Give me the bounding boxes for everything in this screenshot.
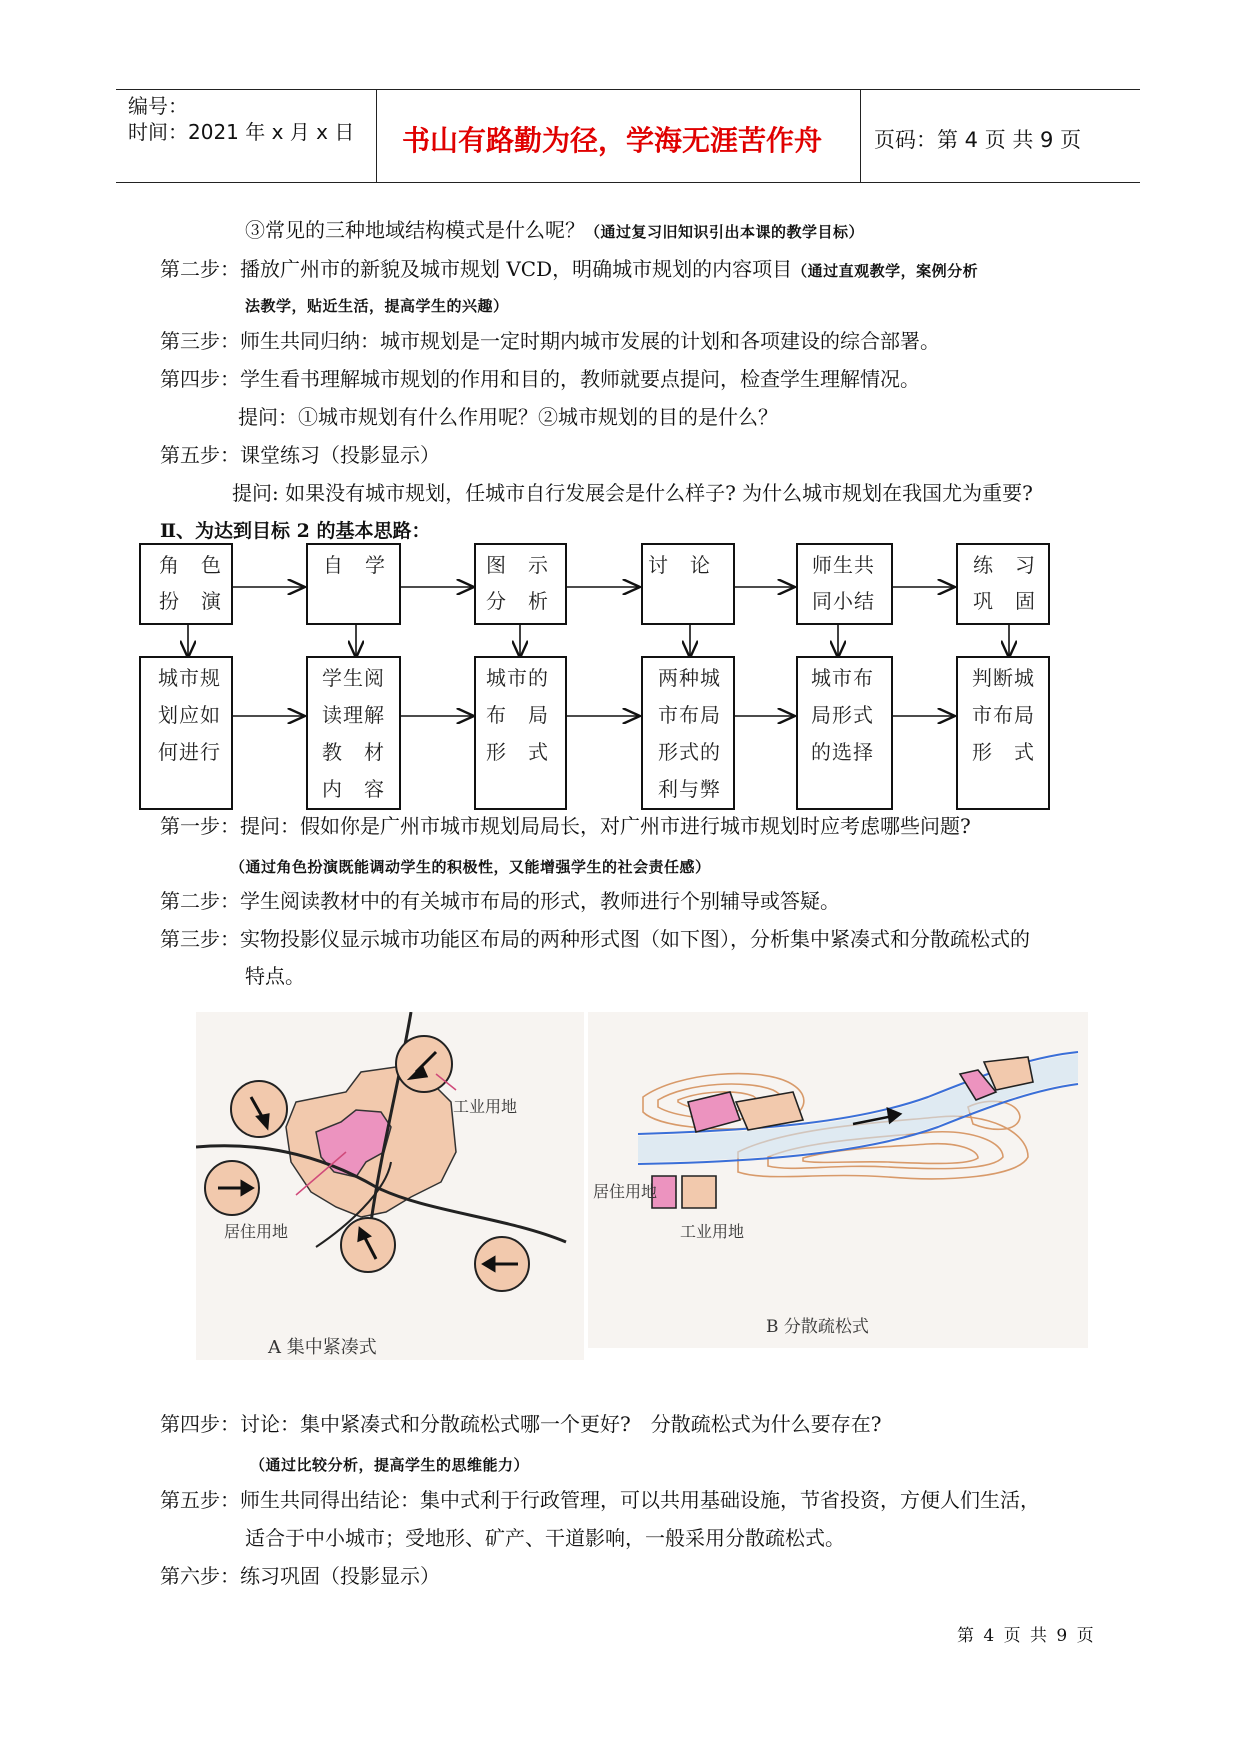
flow-box-top xyxy=(474,543,567,625)
body-line: 第三步：师生共同归纳：城市规划是一定时期内城市发展的计划和各项建设的综合部署。 xyxy=(160,329,940,353)
step-line xyxy=(230,851,711,881)
flow-box-text: 城市布 xyxy=(811,666,874,690)
step-line: 第六步：练习巩固（投影显示） xyxy=(160,1564,440,1588)
flow-box-text: 两种城 xyxy=(658,666,721,690)
step-line: 第二步：学生阅读教材中的有关城市布局的形式，教师进行个别辅导或答疑。 xyxy=(160,889,840,913)
flow-box-text: 市布局 xyxy=(972,703,1035,727)
flow-box-text: 判断城 xyxy=(972,666,1035,690)
flow-box-text: 形 式 xyxy=(972,740,1035,764)
flow-box-top xyxy=(306,543,401,625)
teaching-note: 法教学，贴近生活，提高学生的兴趣） xyxy=(245,297,509,315)
number-label: 编号： xyxy=(128,94,188,118)
flow-box-text: 自 学 xyxy=(323,553,386,577)
flow-box-top xyxy=(641,543,735,625)
flow-box-top xyxy=(139,543,233,625)
label-residential: 居住用地 xyxy=(224,1222,289,1241)
flow-box-bottom xyxy=(474,656,567,810)
flow-box-text: 布 局 xyxy=(486,703,549,727)
body-line: 提问: 如果没有城市规划，任城市自行发展会是什么样子? 为什么城市规划在我国尤为重要? xyxy=(232,481,1033,505)
flow-box-text: 师生共 xyxy=(812,553,875,577)
teaching-note: （通过直观教学，案例分析 xyxy=(792,262,979,280)
question-text: ③常见的三种地域结构模式是什么呢？ xyxy=(245,218,585,242)
step-line: 第五步：师生共同得出结论：集中式利于行政管理，可以共用基础设施，节省投资，方便人们生活， xyxy=(160,1488,1040,1512)
step-text: 第二步：播放广州市的新貌及城市规划 VCD，明确城市规划的内容项目 xyxy=(160,257,793,281)
flow-box-text: 局形式 xyxy=(811,703,874,727)
flow-box-text: 利与弊 xyxy=(658,777,721,801)
flow-box-bottom xyxy=(306,656,401,810)
page-footer: 第 4 页 共 9 页 xyxy=(957,1626,1096,1646)
flow-box-text: 分 析 xyxy=(486,589,549,613)
flow-box-text: 市布局 xyxy=(658,703,721,727)
flow-box-text: 讨 论 xyxy=(648,553,711,577)
flow-box-text: 学生阅 xyxy=(322,666,385,690)
flow-box-top xyxy=(956,543,1050,625)
flow-box-bottom xyxy=(139,656,233,810)
flow-box-bottom xyxy=(641,656,735,810)
flow-box-text: 图 示 xyxy=(486,553,549,577)
flow-box-bottom xyxy=(796,656,893,810)
flow-box-text: 教 材 xyxy=(322,740,385,764)
flow-box-top xyxy=(796,543,893,625)
caption-compact: A 集中紧凑式 xyxy=(268,1337,377,1358)
flow-box-bottom xyxy=(956,656,1050,810)
flow-box-text: 读理解 xyxy=(322,703,385,727)
header-motto: 书山有路勤为径，学海无涯苦作舟 xyxy=(402,124,823,157)
step-line: 特点。 xyxy=(245,964,305,988)
body-line: 第五步：课堂练习（投影显示） xyxy=(160,443,440,467)
step-line: 第四步：讨论：集中紧凑式和分散疏松式哪一个更好? 分散疏松式为什么要存在? xyxy=(160,1412,882,1436)
body-line: 提问：①城市规划有什么作用呢？②城市规划的目的是什么？ xyxy=(238,405,778,429)
flow-box-text: 城市的 xyxy=(486,666,549,690)
caption-dispersed: B 分散疏松式 xyxy=(766,1317,869,1337)
flow-box-text: 练 习 xyxy=(973,553,1036,577)
teaching-note: （通过比较分析，提高学生的思维能力） xyxy=(250,1456,530,1474)
flow-box-text: 同小结 xyxy=(812,589,875,613)
label-industrial: 工业用地 xyxy=(453,1097,518,1116)
step-line xyxy=(250,1449,529,1479)
flow-box-text: 扮 演 xyxy=(159,589,222,613)
flow-box-text: 形 式 xyxy=(486,740,549,764)
flow-box-text: 巩 固 xyxy=(973,589,1036,613)
time-label: 时间：2021 年 x 月 x 日 xyxy=(128,120,355,144)
label-industrial-b: 工业用地 xyxy=(680,1222,745,1241)
step-line: 第一步：提问：假如你是广州市城市规划局局长，对广州市进行城市规划时应考虑哪些问题? xyxy=(160,814,971,838)
flow-box-text: 形式的 xyxy=(658,740,721,764)
flow-box-text: 何进行 xyxy=(158,740,221,764)
flow-box-text: 角 色 xyxy=(159,553,222,577)
flow-box-text: 内 容 xyxy=(322,777,385,801)
flow-box-text: 的选择 xyxy=(811,740,874,764)
flow-box-text: 划应如 xyxy=(158,703,221,727)
header-page-info: 页码：第 4 页 共 9 页 xyxy=(874,128,1082,152)
section-heading: Ⅱ、为达到目标 2 的基本思路： xyxy=(160,520,431,542)
teaching-note: （通过角色扮演既能调动学生的积极性，又能增强学生的社会责任感） xyxy=(230,858,711,876)
figure-dispersed-layout xyxy=(588,1012,1088,1348)
flow-box-text: 城市规 xyxy=(158,666,221,690)
body-line: 第四步：学生看书理解城市规划的作用和目的，教师就要点提问，检查学生理解情况。 xyxy=(160,367,920,391)
figure-compact-layout xyxy=(196,1012,584,1360)
teaching-note: （通过复习旧知识引出本课的教学目标） xyxy=(585,223,865,241)
step-line: 适合于中小城市；受地形、矿产、干道影响，一般采用分散疏松式。 xyxy=(245,1526,845,1550)
label-residential-b: 居住用地 xyxy=(593,1182,658,1201)
step-line: 第三步：实物投影仪显示城市功能区布局的两种形式图（如下图），分析集中紧凑式和分散疏松式的 xyxy=(160,927,1030,951)
